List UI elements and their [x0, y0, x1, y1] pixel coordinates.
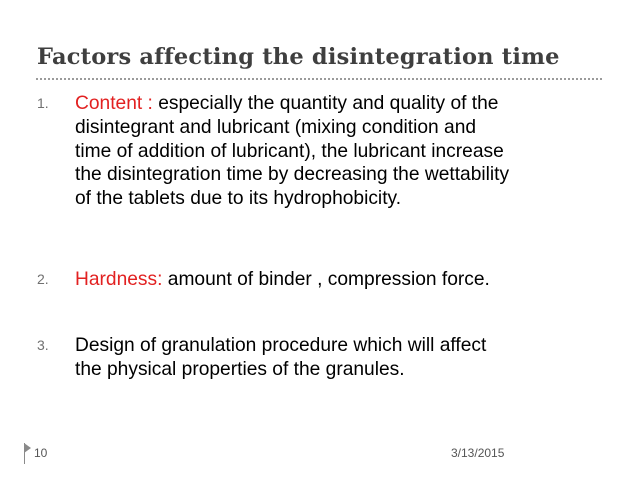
- title-divider: [36, 78, 602, 80]
- list-item-text: [75, 334, 610, 382]
- text-line: the disintegration time by decreasing the wettability: [75, 164, 510, 186]
- list-item-text: [75, 268, 610, 292]
- footer-divider: [24, 443, 25, 464]
- page-number: 10: [34, 446, 48, 460]
- list-keyword: Hardness:: [75, 269, 168, 290]
- list-number: 1.: [37, 95, 49, 111]
- list-number: 3.: [37, 337, 49, 353]
- slide-title: Factors affecting the disintegration time: [37, 44, 560, 70]
- list-keyword: Content :: [75, 93, 159, 114]
- text-line-content: amount of binder , compression force.: [167, 269, 490, 290]
- text-line: disintegrant and lubricant (mixing condition and: [75, 116, 477, 138]
- text-line: [75, 268, 610, 292]
- text-line: Design of granulation procedure which will affect: [75, 335, 487, 356]
- slide-date: 3/13/2015: [451, 446, 505, 460]
- text-line: the physical properties of the granules.: [75, 358, 405, 380]
- list-number: 2.: [37, 271, 49, 287]
- text-line: of the tablets due to its hydrophobicity.: [75, 188, 402, 210]
- list-item-text: [75, 92, 610, 211]
- text-line: [75, 92, 610, 116]
- footer-marker-icon: [24, 443, 31, 453]
- text-line-content: especially the quantity and quality of the: [158, 93, 499, 114]
- text-line: time of addition of lubricant), the lubricant increase: [75, 140, 504, 162]
